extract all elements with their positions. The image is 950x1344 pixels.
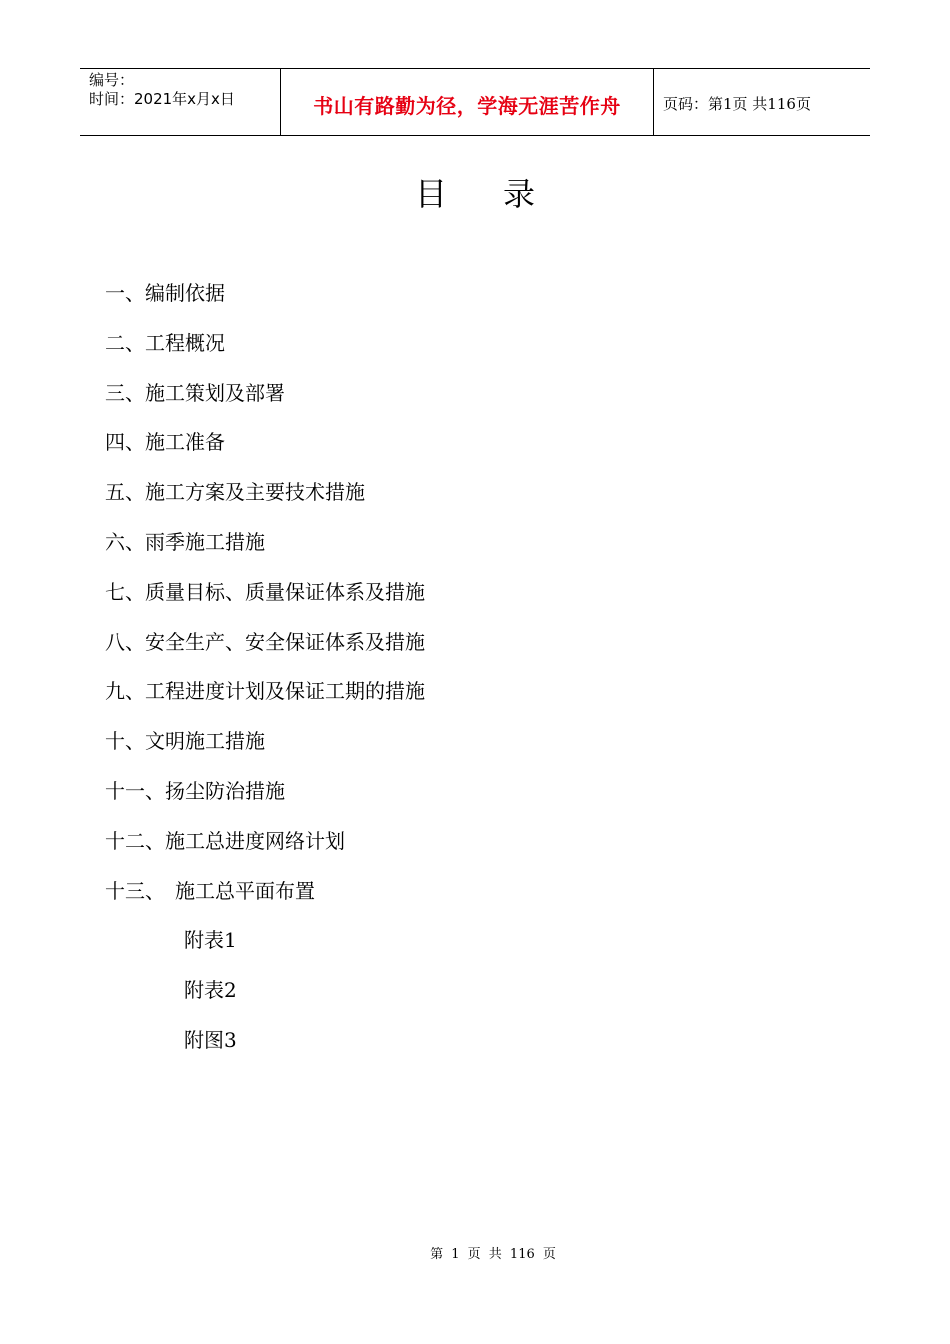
document-date: 时间：2021年x月x日 bbox=[89, 90, 235, 108]
toc-item[interactable]: 九、工程进度计划及保证工期的措施 bbox=[105, 679, 425, 704]
toc-item[interactable]: 十二、施工总进度网络计划 bbox=[105, 828, 345, 853]
toc-item[interactable]: 十、文明施工措施 bbox=[105, 729, 265, 754]
toc-item[interactable]: 六、雨季施工措施 bbox=[105, 529, 265, 554]
header-meta bbox=[80, 69, 281, 135]
toc-item[interactable]: 五、施工方案及主要技术措施 bbox=[105, 480, 365, 505]
toc-item-13-number: 十三、 bbox=[105, 878, 165, 903]
toc-item-13-title: 施工总平面布置 bbox=[175, 878, 315, 903]
toc-item-13[interactable] bbox=[105, 876, 425, 926]
toc-appendix-item[interactable]: 附表1 bbox=[184, 928, 237, 953]
table-of-contents bbox=[105, 278, 425, 1075]
toc-item[interactable]: 八、安全生产、安全保证体系及措施 bbox=[105, 629, 425, 654]
header-page-info: 页码：第1页 共116页 bbox=[663, 94, 811, 113]
toc-item[interactable]: 一、编制依据 bbox=[105, 281, 225, 305]
toc-item[interactable]: 四、施工准备 bbox=[105, 430, 225, 455]
toc-item[interactable]: 三、施工策划及部署 bbox=[105, 380, 285, 405]
page-header bbox=[80, 68, 870, 136]
page-title: 目录 bbox=[414, 175, 591, 213]
toc-appendix-item[interactable]: 附表2 bbox=[184, 978, 237, 1003]
document-number-label: 编号： bbox=[89, 71, 135, 89]
toc-item[interactable]: 二、工程概况 bbox=[105, 330, 225, 355]
header-motto-cell bbox=[281, 69, 654, 135]
toc-item[interactable]: 七、质量目标、质量保证体系及措施 bbox=[105, 579, 425, 604]
page-footer: 第 1 页 共 116 页 bbox=[430, 1247, 556, 1262]
header-motto: 书山有路勤为径，学海无涯苦作舟 bbox=[313, 93, 621, 118]
header-page-info-cell bbox=[654, 69, 870, 135]
toc-appendix-item[interactable]: 附图3 bbox=[184, 1027, 237, 1052]
toc-item[interactable]: 十一、扬尘防治措施 bbox=[105, 778, 285, 803]
